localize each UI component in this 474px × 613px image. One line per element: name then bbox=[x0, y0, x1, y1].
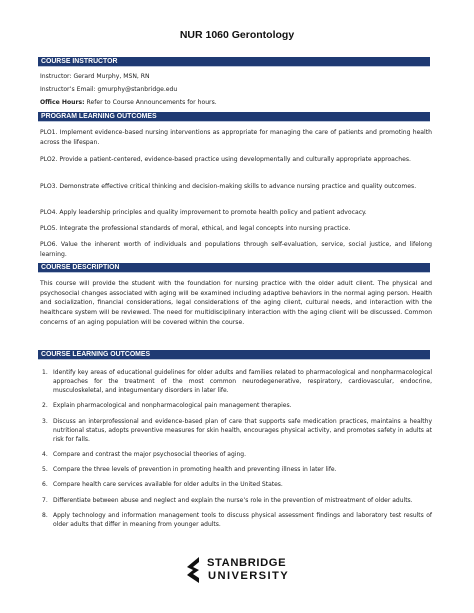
section-header-course-description: COURSE DESCRIPTION bbox=[38, 263, 430, 273]
list-item: 7. Differentiate between abuse and neglect and explain the nurse’s role in the prevention of mistreatment of older adults. bbox=[42, 496, 413, 504]
list-item: 3. Discuss an interprofessional and evidence-based plan of care that supports safe medication practices, maintains a healthy nutritional status, adopts preventive measures for skin health, encourages physical activity, and promotes safety in adults at risk for falls. bbox=[42, 417, 432, 443]
office-hours bbox=[40, 98, 432, 108]
document-title: NUR 1060 Gerontology bbox=[179, 29, 295, 41]
section-header-program-outcomes: PROGRAM LEARNING OUTCOMES bbox=[38, 112, 430, 122]
plo-item: PLO4. Apply leadership principles and quality improvement to promote health policy and patient advocacy. bbox=[40, 209, 367, 216]
list-item: 6. Compare health care services available for older adults in the United States. bbox=[42, 481, 283, 489]
list-item: 5. Compare the three levels of prevention in promoting health and preventing illness in later life. bbox=[42, 466, 337, 474]
section-header-course-instructor: COURSE INSTRUCTOR bbox=[38, 57, 430, 67]
office-hours-value: Refer to Course Announcements for hours. bbox=[86, 99, 217, 106]
list-item: 1. Identify key areas of educational guidelines for older adults and families related to pharmacological and nonpharmacological approaches for the treatment of the most common neurodegenerative, respiratory, cardiovascular, endocrine, musculoskeletal, and integumentary disorders in later life. bbox=[42, 369, 432, 395]
logo-wordmark-line1: STANBRIDGE bbox=[207, 557, 287, 569]
instructor-email: Instructor’s Email: gmurphy@stanbridge.edu bbox=[40, 86, 178, 93]
plo-item: PLO6. Value the inherent worth of individuals and populations through self-evaluation, service, social justice, and lifelong learning. bbox=[40, 241, 432, 258]
course-description-text: This course will provide the student with the foundation for nursing practice with the older adult client. The physical and psychosocial changes associated with aging will be examined including adaptive behaviors in the normal aging person. Health and socialization, financial considerations, legal considerations of the aging client, cultural needs, and interaction with the healthcare system will be reviewed. The need for multidisciplinary interaction with the aging client will be discussed. Common concerns of an aging population will be covered within the course. bbox=[40, 280, 432, 326]
plo-item: PLO1. Implement evidence-based nursing interventions as appropriate for managing the care of patients and promoting health across the lifespan. bbox=[40, 129, 432, 146]
office-hours-label: Office Hours: bbox=[40, 99, 85, 106]
plo-item: PLO2. Provide a patient-centered, evidence-based practice using developmentally and culturally appropriate approaches. bbox=[40, 156, 411, 163]
course-outcomes-list bbox=[40, 368, 432, 535]
list-item: 4. Compare and contrast the major psychosocial theories of aging. bbox=[42, 450, 246, 458]
stanbridge-logo bbox=[183, 555, 293, 593]
logo-wordmark-line2: UNIVERSITY bbox=[208, 570, 290, 582]
stanbridge-s-logo-icon bbox=[183, 556, 203, 584]
list-item: 2. Explain pharmacological and nonpharmacological pain management therapies. bbox=[42, 402, 292, 410]
section-header-course-outcomes: COURSE LEARNING OUTCOMES bbox=[38, 350, 430, 360]
plo-item: PLO3. Demonstrate effective critical thinking and decision-making skills to advance nursing practice and quality outcomes. bbox=[40, 183, 417, 190]
instructor-name: Instructor: Gerard Murphy, MSN, RN bbox=[40, 73, 150, 80]
plo-item: PLO5. Integrate the professional standards of moral, ethical, and legal concepts into nursing practice. bbox=[40, 225, 351, 232]
list-item: 8. Apply technology and information management tools to discuss physical assessment findings and laboratory test results of older adults that differ in meaning from younger adults. bbox=[42, 511, 432, 528]
